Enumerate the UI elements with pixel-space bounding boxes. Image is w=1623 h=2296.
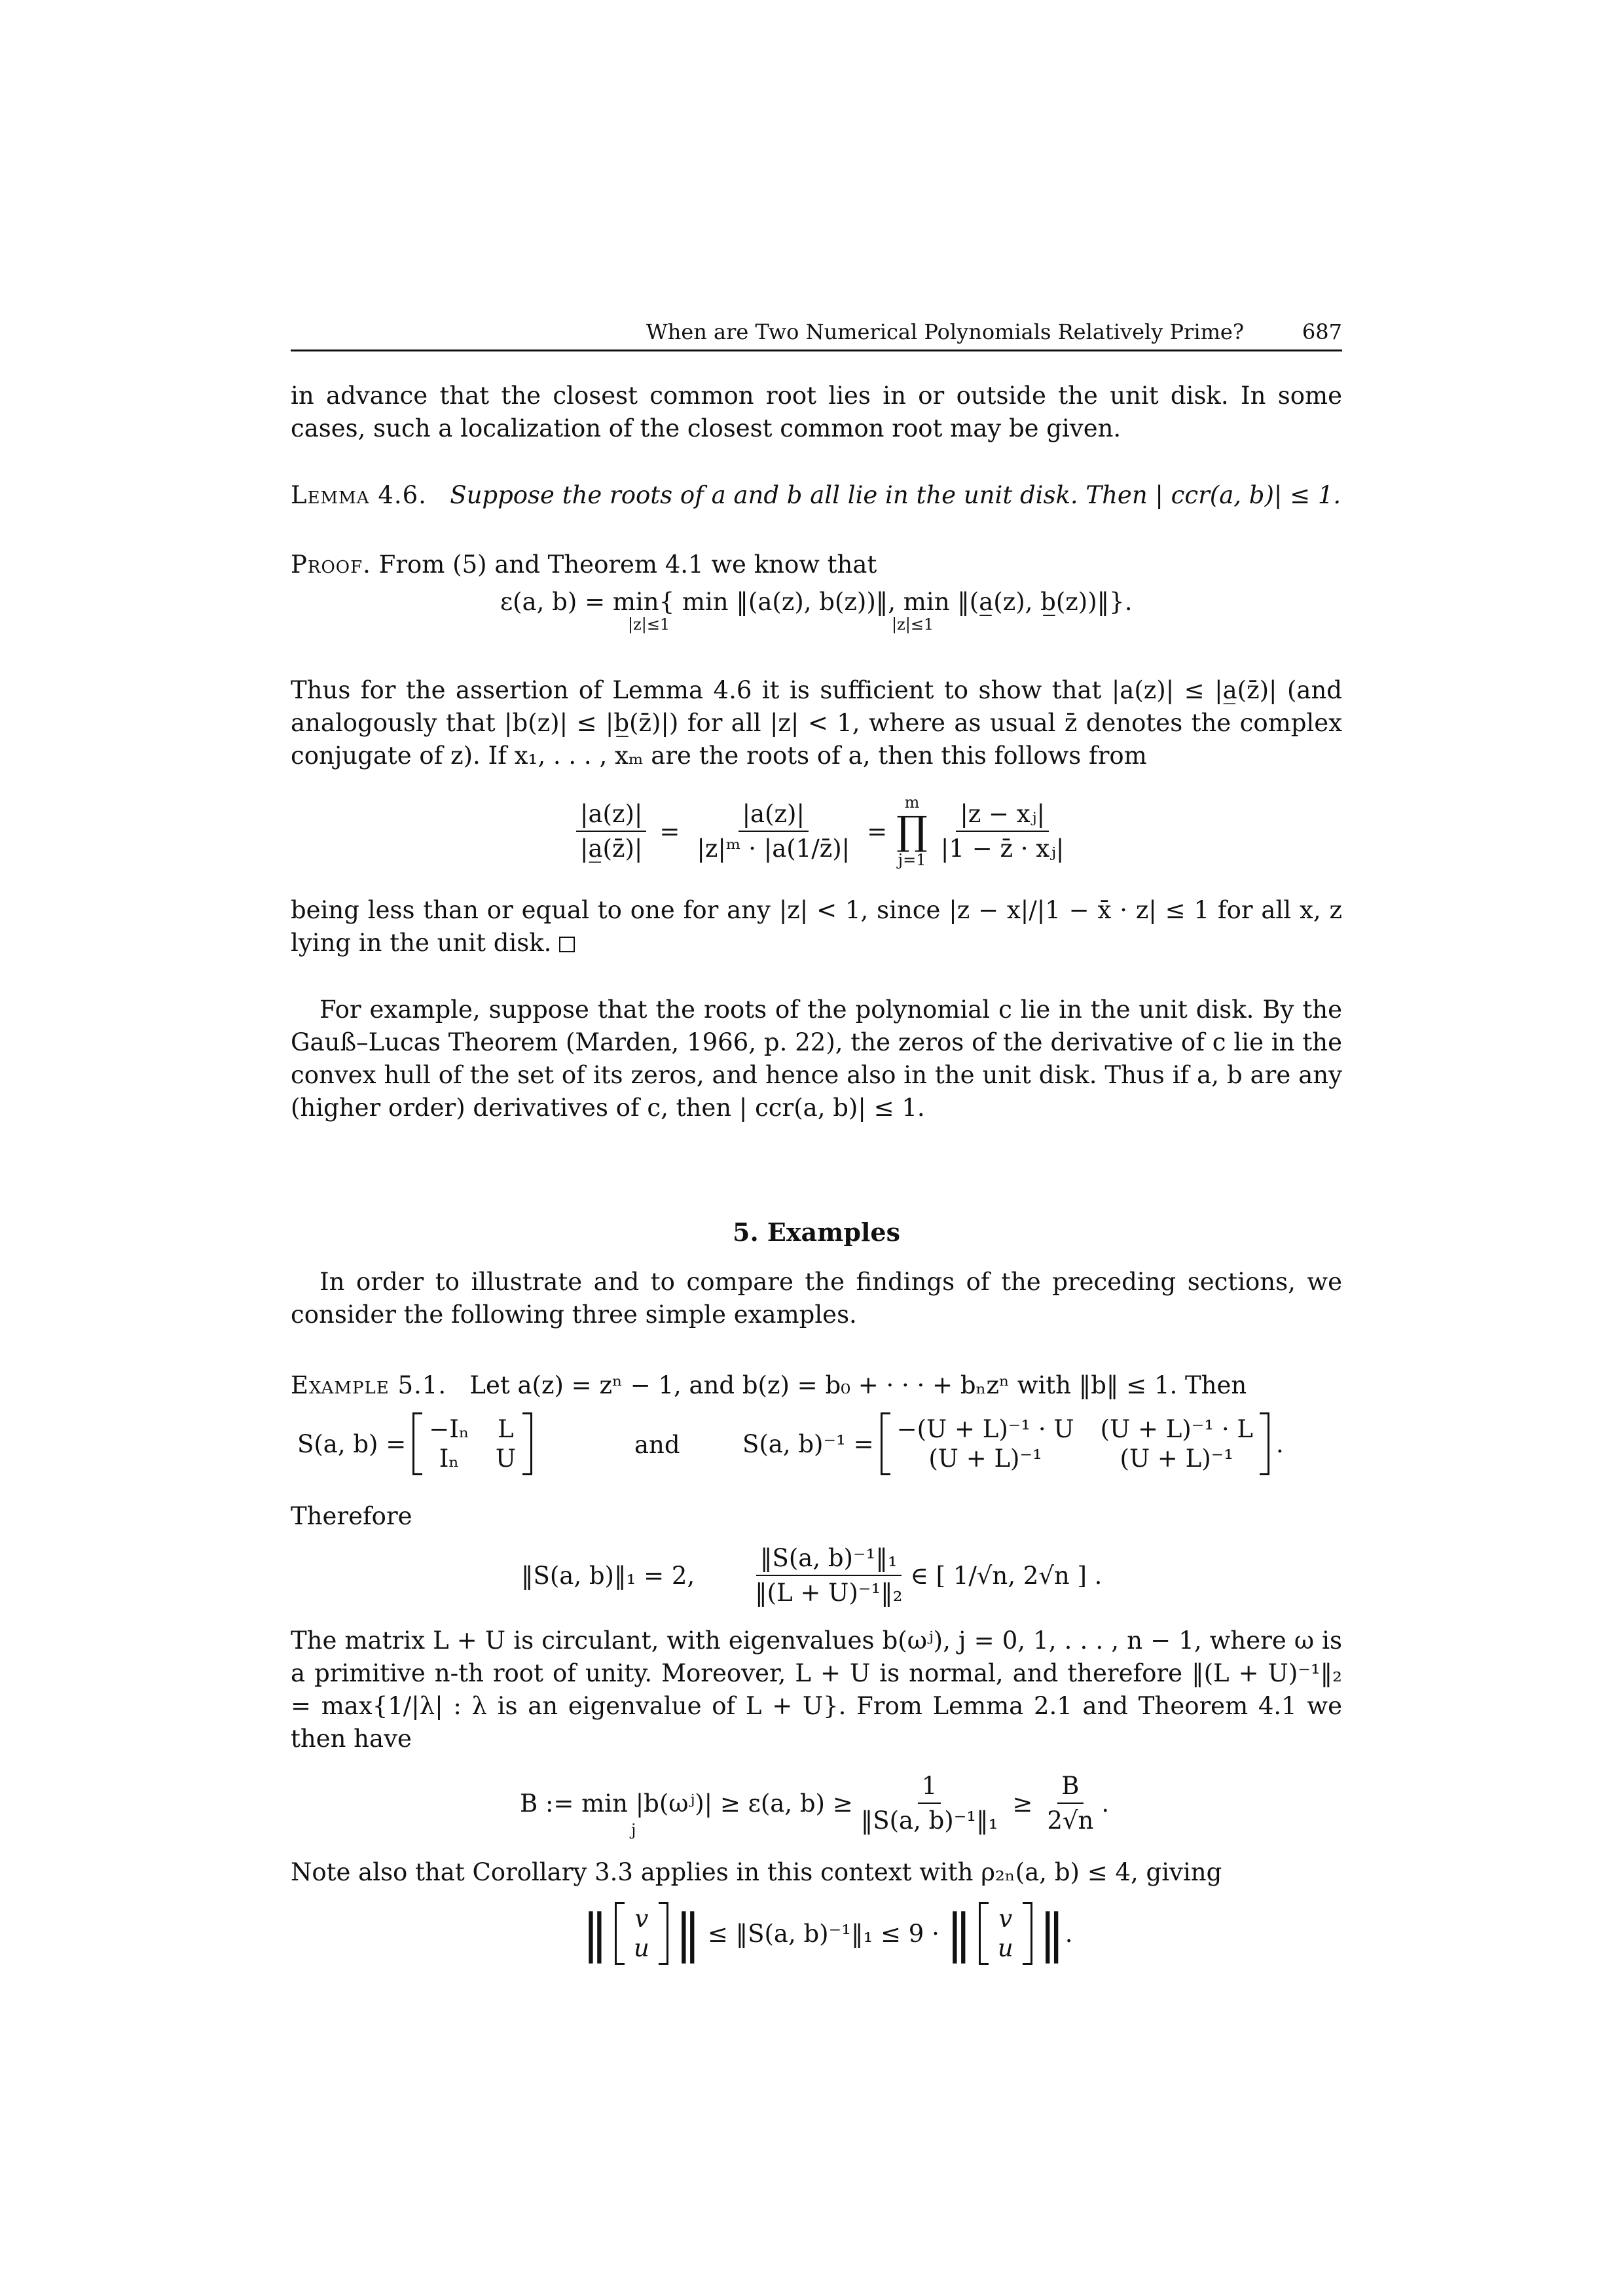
vector-vu-left: v u (615, 1902, 668, 1965)
fraction-3: $\frac{\text{|z − xⱼ|}}{\text{|1 − z̄ · xⱼ|}}$ (940, 800, 1065, 863)
proof-label: Proof. (291, 550, 371, 579)
example-text: Let a(z) = zⁿ − 1, and b(z) = b₀ + · · · + bₙzⁿ with ‖b‖ ≤ 1. Then (469, 1371, 1247, 1399)
qed-icon (559, 937, 575, 952)
paragraph-example: For example, suppose that the roots of the polynomial c lie in the unit disk. By the Gauß–Lucas Theorem (Marden, 1966, p. 22), the zeros of the derivative of c lie in the convex hull of the set of its zeros, and hence also in the unit disk. Thus if a, b are any (higher order) derivatives of c, then | ccr(a, b)| ≤ 1. (291, 996, 1342, 1122)
and-word: and (634, 1431, 680, 1459)
paragraph-intro: in advance that the closest common root lies in or outside the unit disk. In some cases, such a localization of the closest common root may be given. (291, 382, 1342, 442)
paragraph-note: Note also that Corollary 3.3 applies in this context with ρ₂ₙ(a, b) ≤ 4, giving (291, 1858, 1222, 1886)
min-subscript: j (631, 1821, 636, 1839)
equation-B-bound: B := min |b(ωʲ)| ≥ ε(a, b) ≥ $\frac{1}{\text{‖S(a, b)⁻¹‖₁}}$ ≥ $\frac{B}{2√n}$ . j (520, 1772, 1110, 1839)
equation-epsilon-sub-2: |z|≤1 (892, 615, 934, 634)
page-number: 687 (1302, 319, 1342, 344)
fraction-1: $\frac{|a(z)|}{|a̲(z̄)|}$ (576, 800, 646, 863)
proof-end: being less than or equal to one for any |z| < 1, since |z − x|/|1 − x̄ · z| ≤ 1 for all x, z lying in the unit disk. (291, 896, 1342, 957)
matrix-S: −Iₙ L Iₙ U (412, 1412, 532, 1475)
fraction-B-1: $\frac{1}{\text{‖S(a, b)⁻¹‖₁}}$ (860, 1772, 998, 1835)
lemma-label: Lemma 4.6. (291, 481, 427, 509)
equation-final: ‖ v u ‖ ≤ ‖S(a, b)⁻¹‖₁ ≤ 9 · ‖ v u ‖ . (582, 1903, 1073, 1964)
example-label: Example 5.1. (291, 1371, 447, 1399)
vector-vu-right: v u (979, 1902, 1032, 1965)
equation-matrices: S(a, b) = −Iₙ L Iₙ U and S(a, b)⁻¹ = −(U + L)⁻¹ · U (U + L)⁻¹ · L (U + L)⁻¹ (U + L)⁻¹ . (291, 1405, 1342, 1483)
fraction-2: $\frac{|a(z)|}{\text{|z|ᵐ · |a(1/z̄)|}}$ (697, 800, 850, 863)
equation-epsilon-sub-1: |z|≤1 (628, 615, 670, 634)
product-operator: m ∏ j=1 (896, 793, 928, 869)
running-header (291, 308, 1342, 351)
proof-intro (291, 548, 1342, 581)
paragraph-circulant: The matrix L + U is circulant, with eigenvalues b(ωʲ), j = 0, 1, . . . , n − 1, where ω is a primitive n-th root of unity. Moreover, L + U is normal, and therefore ‖(L + U)⁻¹‖₂ = max{1/|λ| : λ is an eigenvalue of L + U}. From Lemma 2.1 and Theorem 4.1 we then have (291, 1626, 1342, 1753)
equation-epsilon (291, 588, 1342, 640)
equation-epsilon-text: ε(a, b) = min{ min ‖(a(z), b(z))‖, min ‖(a̲(z), b̲(z))‖}. (500, 588, 1133, 616)
running-title: When are Two Numerical Polynomials Relatively Prime? (646, 319, 1244, 344)
equation-norms: ‖S(a, b)‖₁ = 2, $\frac{\text{‖S(a, b)⁻¹‖₁}}{\text{‖(L + U)⁻¹‖₂}}$ ∈ [ 1/√n, 2√n ] . (521, 1544, 1103, 1607)
fraction-norm-ratio: $\frac{\text{‖S(a, b)⁻¹‖₁}}{\text{‖(L + U)⁻¹‖₂}}$ (755, 1544, 903, 1607)
lemma-4-6 (291, 479, 1342, 512)
lemma-statement: Suppose the roots of a and b all lie in the unit disk. Then | ccr(a, b)| ≤ 1. (450, 481, 1341, 509)
fraction-B-2: $\frac{B}{2√n}$ (1047, 1772, 1094, 1835)
therefore-word: Therefore (291, 1502, 412, 1530)
section-intro: In order to illustrate and to compare the findings of the preceding sections, we consider the following three simple examples. (291, 1268, 1342, 1329)
section-title: 5. Examples (733, 1217, 900, 1247)
proof-intro-text: From (5) and Theorem 4.1 we know that (378, 550, 877, 579)
equation-ratio-product: $\frac{|a(z)|}{|a̲(z̄)|}$ = $\frac{|a(z)|}{\text{|z|ᵐ · |a(1/z̄)|}}$ = m ∏ j=1 $\frac{\text{|z − xⱼ|}}{\text{|1 − z̄ · xⱼ|}}$ (291, 785, 1342, 877)
proof-middle: Thus for the assertion of Lemma 4.6 it is sufficient to show that |a(z)| ≤ |a̲(z̄)| (and analogously that |b(z)| ≤ |b̲(z̄)|) for all |z| < 1, where as usual z̄ denotes the complex conjugate of z). If x₁, . . . , xₘ are the roots of a, then this follows from (291, 676, 1342, 770)
example-5-1 (291, 1369, 1342, 1402)
matrix-S-inverse: −(U + L)⁻¹ · U (U + L)⁻¹ · L (U + L)⁻¹ (U + L)⁻¹ (881, 1412, 1269, 1475)
